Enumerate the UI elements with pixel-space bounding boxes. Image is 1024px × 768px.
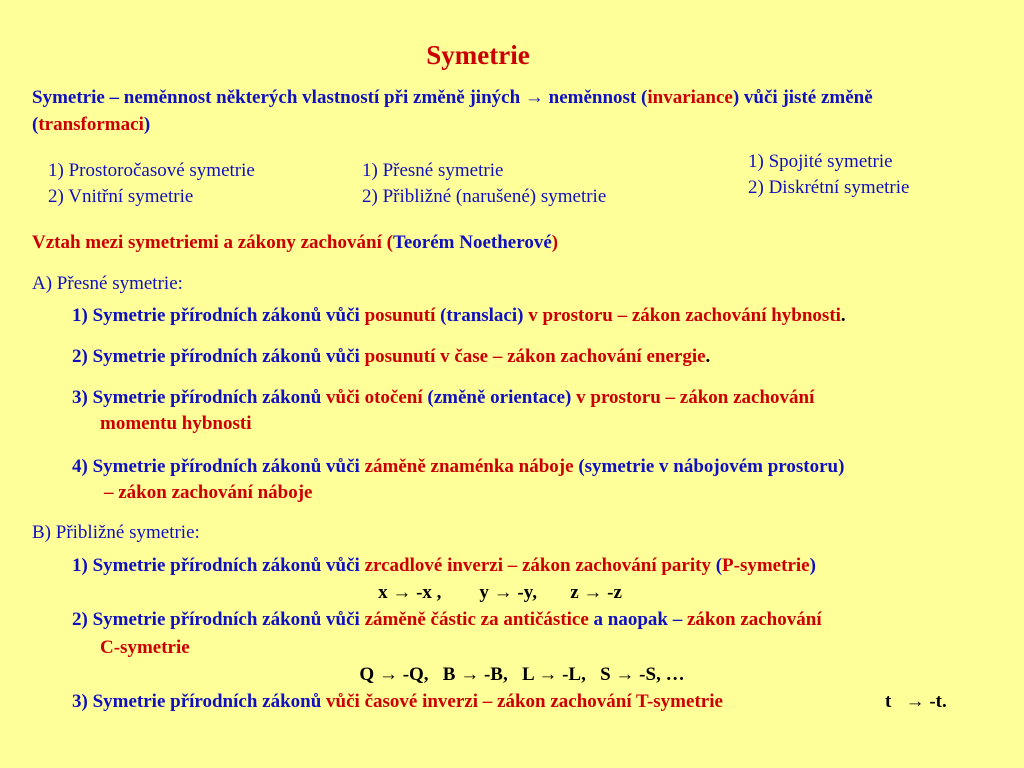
section-b-heading: B) Přibližné symetrie: [32, 522, 200, 543]
exact-symmetry-item [72, 344, 710, 370]
invariance-term: invariance [647, 87, 733, 108]
noether-heading [32, 230, 558, 256]
item-text: (translaci) [435, 305, 529, 326]
item-text: 3) Symetrie přírodních zákonů [72, 691, 327, 712]
item-highlight: vůči otočení [326, 387, 423, 408]
item-text: . [705, 346, 711, 367]
classification-item: 1) Prostoročasové symetrie [48, 160, 255, 181]
item-text: a naopak – [588, 609, 687, 630]
item-highlight: zákon zachování [687, 609, 822, 630]
item-highlight: posunutí v čase [364, 346, 489, 367]
classification-column-1 [48, 158, 255, 210]
item-highlight: v prostoru [528, 305, 613, 326]
time-inversion-formula: t → -t. [885, 691, 947, 712]
item-text: 1) Symetrie přírodních zákonů vůči [72, 305, 365, 326]
item-highlight: zrcadlové inverzi [364, 555, 503, 576]
parity-formula: x → -x , y → -y, z → -z [378, 582, 622, 603]
item-highlight: zákon zachování energie [507, 346, 706, 367]
page-title: Symetrie [426, 40, 530, 70]
definition-text: ) vůči jisté změně ( [32, 87, 873, 135]
approximate-symmetry-item [72, 607, 822, 633]
exact-symmetry-item [72, 303, 846, 329]
item-text: 3) Symetrie přírodních zákonů [72, 387, 327, 408]
item-text: ( [710, 555, 723, 576]
item-highlight: – [488, 346, 508, 367]
classification-column-2 [362, 158, 606, 210]
item-highlight: – zákon zachování [660, 387, 815, 408]
definition-text: Symetrie – neměnnost některých vlastností při změně jiných → neměnnost ( [32, 87, 648, 108]
item-highlight: – zákon zachování hybnosti [612, 305, 841, 326]
item-continuation: momentu hybnosti [100, 413, 252, 434]
item-continuation: – zákon zachování náboje [104, 482, 313, 503]
item-highlight: v prostoru [576, 387, 661, 408]
item-continuation: C-symetrie [100, 637, 190, 658]
item-highlight: – [503, 555, 522, 576]
classification-item: 2) Diskrétní symetrie [748, 177, 910, 198]
section-a-heading: A) Přesné symetrie: [32, 273, 183, 294]
definition-text: ) [143, 114, 151, 135]
item-highlight: záměně částic za antičástice [364, 609, 589, 630]
item-highlight: záměně znaménka náboje [364, 456, 574, 477]
exact-symmetry-item [72, 385, 814, 411]
item-highlight: zákon zachování [497, 691, 632, 712]
noether-text: ) [551, 232, 559, 253]
item-text: 1) Symetrie přírodních zákonů vůči [72, 555, 365, 576]
charge-conjugation-formula: Q → -Q, B → -B, L → -L, S → -S, … [359, 664, 685, 685]
transformation-term: transformaci [38, 114, 144, 135]
classification-item: 2) Vnitřní symetrie [48, 186, 194, 207]
classification-item: 2) Přibližné (narušené) symetrie [362, 186, 607, 207]
item-highlight: T-symetrie [631, 691, 723, 712]
exact-symmetry-item [72, 454, 844, 480]
item-text: (symetrie v nábojovém prostoru) [573, 456, 845, 477]
classification-column-3 [748, 149, 909, 201]
item-text: 2) Symetrie přírodních zákonů vůči [72, 346, 365, 367]
item-highlight: – [478, 691, 498, 712]
item-text: ) [809, 555, 816, 576]
definition [32, 84, 992, 138]
item-highlight: P-symetrie [722, 555, 810, 576]
classification-item: 1) Přesné symetrie [362, 160, 504, 181]
item-highlight: vůči časové inverzi [326, 691, 479, 712]
approximate-symmetry-item [72, 553, 816, 579]
item-text: 4) Symetrie přírodních zákonů vůči [72, 456, 365, 477]
item-text: 2) Symetrie přírodních zákonů vůči [72, 609, 365, 630]
classification-item: 1) Spojité symetrie [748, 151, 893, 172]
item-highlight: zákon zachování parity [522, 555, 711, 576]
noether-text: Vztah mezi symetriemi a zákony zachování ( [32, 232, 393, 253]
item-text: . [840, 305, 846, 326]
approximate-symmetry-item [72, 689, 723, 715]
noether-theorem: Teorém Noetherové [392, 232, 552, 253]
item-highlight: posunutí [364, 305, 436, 326]
item-text: (změně orientace) [422, 387, 577, 408]
